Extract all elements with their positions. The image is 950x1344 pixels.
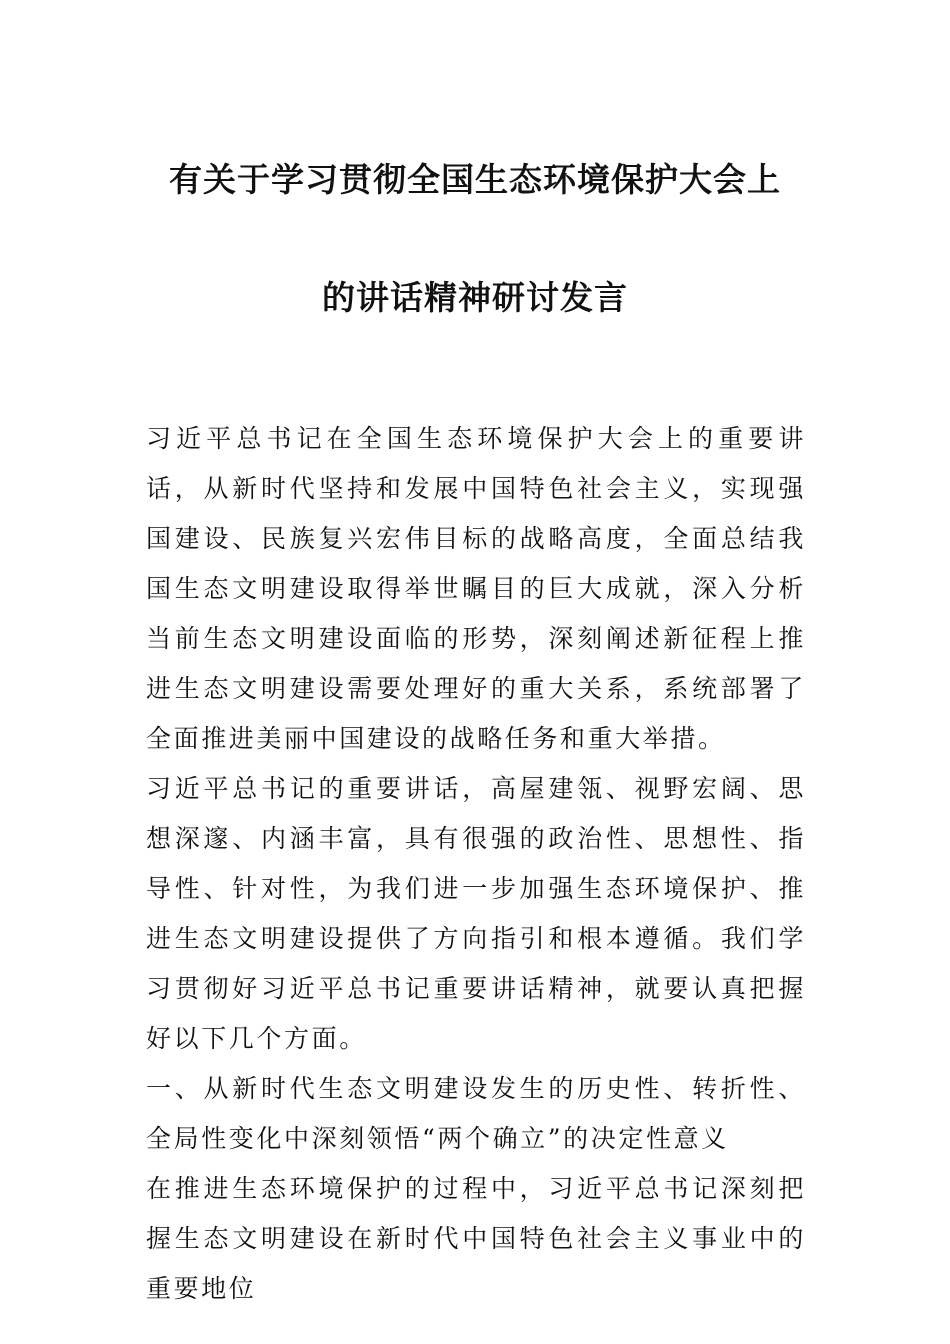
document-body [146,414,806,1314]
section-heading-1: 一、从新时代生态文明建设发生的历史性、转折性、全局性变化中深刻领悟“两个确立”的决定性意义 [146,1074,806,1153]
document-title-line-1: 有关于学习贯彻全国生态环境保护大会上 [169,160,781,199]
paragraph-3: 在推进生态环境保护的过程中，习近平总书记深刻把握生态文明建设在新时代中国特色社会主义事业中的重要地位 [146,1174,806,1303]
paragraph-1: 习近平总书记在全国生态环境保护大会上的重要讲话，从新时代坚持和发展中国特色社会主义，实现强国建设、民族复兴宏伟目标的战略高度，全面总结我国生态文明建设取得举世瞩目的巨大成就，深入分析当前生态文明建设面临的形势，深刻阐述新征程上推进生态文明建设需要处理好的重大关系，系统部署了全面推进美丽中国建设的战略任务和重大举措。 [146,424,806,753]
document-title-line-2: 的讲话精神研讨发言 [322,278,628,317]
paragraph-2: 习近平总书记的重要讲话，高屋建瓴、视野宏阔、思想深邃、内涵丰富，具有很强的政治性、思想性、指导性、针对性，为我们进一步加强生态环境保护、推进生态文明建设提供了方向指引和根本遵循。我们学习贯彻好习近平总书记重要讲话精神，就要认真把握好以下几个方面。 [146,774,806,1053]
